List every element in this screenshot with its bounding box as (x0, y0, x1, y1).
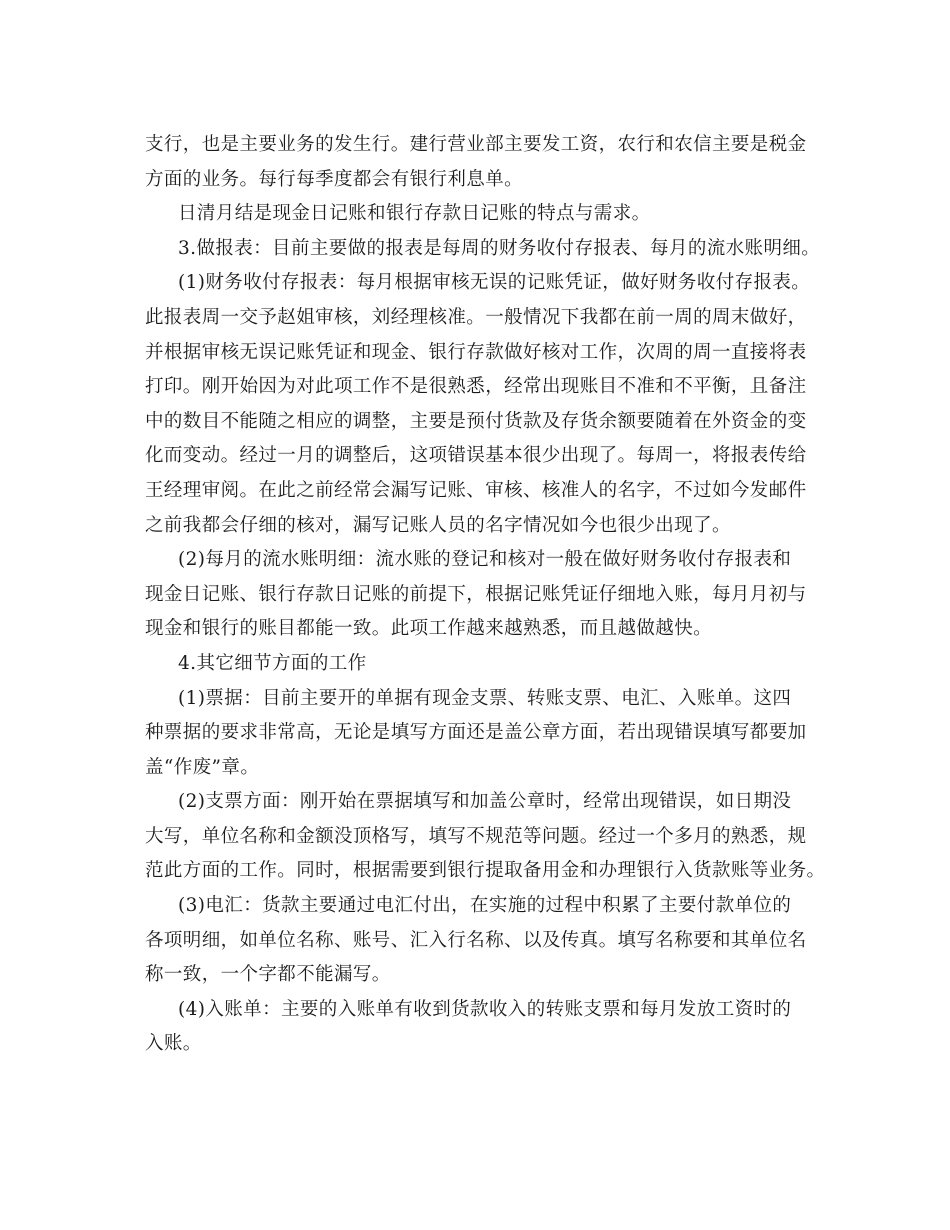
paragraph-line: 之前我都会仔细的核对，漏写记账人员的名字情况如今也很少出现了。 (145, 514, 731, 536)
paragraph-first-line: 3.做报表：目前主要做的报表是每周的财务收付存报表、每月的流水账明细。 (178, 237, 821, 259)
document-body (145, 128, 826, 1062)
paragraph-first-line: 4.其它细节方面的工作 (178, 652, 367, 674)
paragraph-line: 化而变动。经过一月的调整后，这项错误基本很少出现了。每周一，将报表传给 (145, 445, 807, 467)
paragraph-line: 称一致，一个字都不能漏写。 (145, 964, 391, 986)
paragraph-first-line: (1)财务收付存报表：每月根据审核无误的记账凭证，做好财务收付存报表。 (178, 272, 811, 294)
paragraph-line: 此报表周一交予赵姐审核，刘经理核准。一般情况下我都在前一周的周末做好， (145, 306, 807, 328)
paragraph-line: 现金日记账、银行存款日记账的前提下，根据记账凭证仔细地入账，每月月初与 (145, 583, 807, 605)
paragraph-line: 支行，也是主要业务的发生行。建行营业部主要发工资，农行和农信主要是税金 (145, 134, 807, 155)
paragraph-line: 方面的业务。每行每季度都会有银行利息单。 (145, 168, 524, 190)
paragraph-first-line: (1)票据：目前主要开的单据有现金支票、转账支票、电汇、入账单。这四 (178, 687, 792, 709)
paragraph-line: 并根据审核无误记账凭证和现金、银行存款做好核对工作，次周的周一直接将表 (145, 341, 807, 363)
paragraph-line: 打印。刚开始因为对此项工作不是很熟悉，经常出现账目不准和不平衡，且备注 (145, 376, 807, 398)
paragraph-line: 现金和银行的账目都能一致。此项工作越来越熟悉，而且越做越快。 (145, 618, 713, 640)
paragraph-first-line: (4)入账单：主要的入账单有收到货款收入的转账支票和每月发放工资时的 (178, 998, 792, 1020)
paragraph-line: 中的数目不能随之相应的调整，主要是预付货款及存货余额要随着在外资金的变 (145, 410, 807, 432)
paragraph-line: 入账。 (145, 1033, 202, 1055)
paragraph-first-line: (2)支票方面：刚开始在票据填写和加盖公章时，经常出现错误，如日期没 (178, 791, 792, 813)
paragraph-first-line: 日清月结是现金日记账和银行存款日记账的特点与需求。 (178, 203, 651, 225)
paragraph-first-line: (2)每月的流水账明细：流水账的登记和核对一般在做好财务收付存报表和 (178, 549, 792, 571)
paragraph-line: 大写，单位名称和金额没顶格写，填写不规范等问题。经过一个多月的熟悉，规 (145, 825, 807, 847)
paragraph-line: 盖“作废”章。 (145, 756, 260, 778)
paragraph-first-line: (3)电汇：货款主要通过电汇付出，在实施的过程中积累了主要付款单位的 (178, 895, 792, 917)
paragraph-line: 各项明细，如单位名称、账号、汇入行名称、以及传真。填写名称要和其单位名 (145, 929, 807, 951)
paragraph-line: 范此方面的工作。同时，根据需要到银行提取备用金和办理银行入货款账等业务。 (145, 860, 826, 882)
paragraph-line: 种票据的要求非常高，无论是填写方面还是盖公章方面，若出现错误填写都要加 (145, 722, 807, 744)
paragraph-line: 王经理审阅。在此之前经常会漏写记账、审核、核准人的名字，不过如今发邮件 (145, 479, 807, 501)
